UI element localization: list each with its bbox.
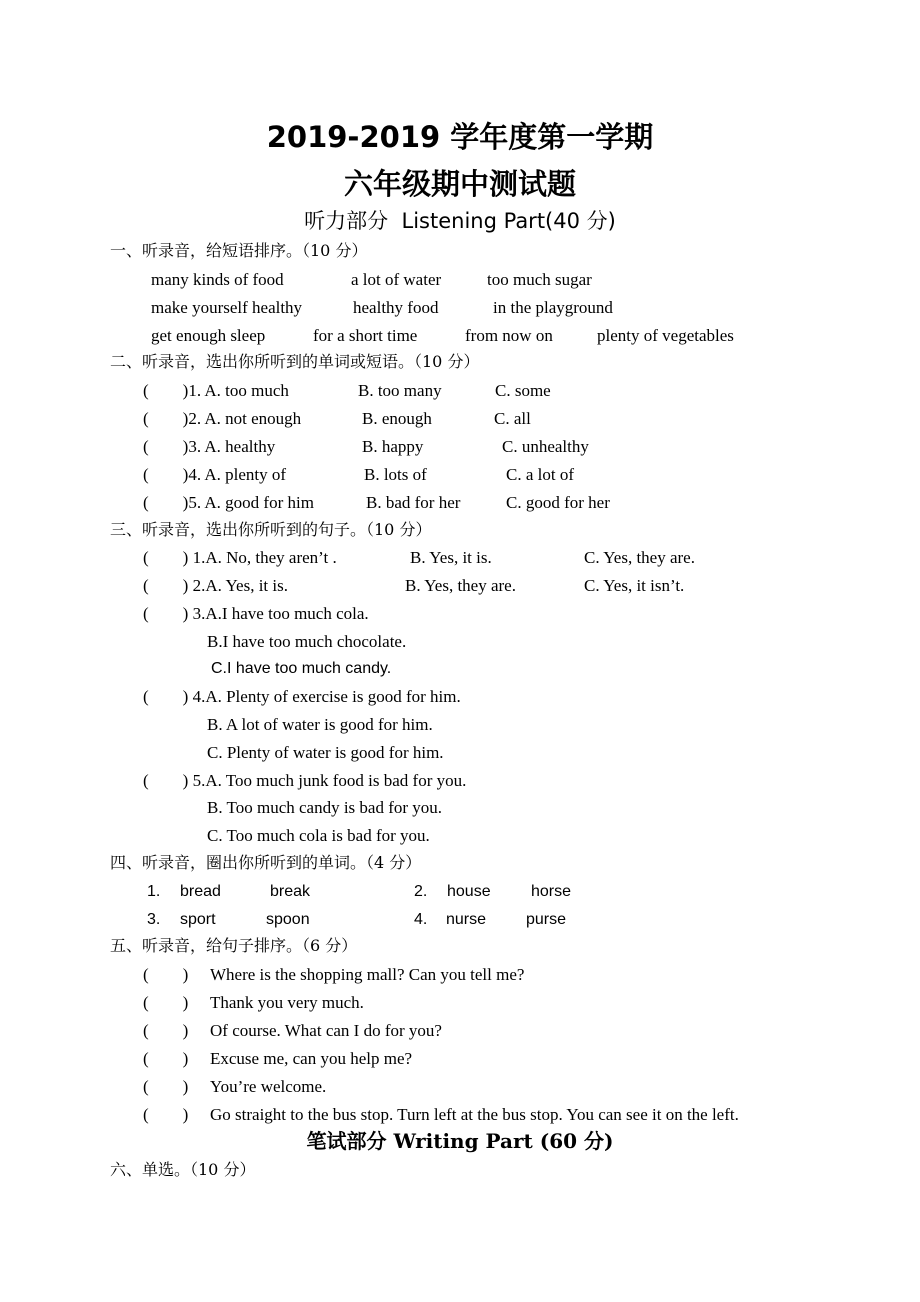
question-option: C. good for her: [506, 493, 610, 512]
word: house: [447, 883, 491, 900]
word: horse: [531, 883, 572, 900]
word: sport: [180, 911, 216, 928]
question-option: ( ) 1.A. No, they aren’t .: [143, 548, 337, 567]
question-option: C. Plenty of water is good for him.: [207, 743, 444, 762]
section-6-heading: 六、单选。（10 分）: [110, 1160, 256, 1179]
question-option: ( ) 2.A. Yes, it is.: [143, 576, 288, 595]
question-option: ( )4. A. plenty of: [143, 465, 287, 484]
exam-title-year: 2019-2019 学年度第一学期: [266, 120, 654, 154]
word: nurse: [446, 911, 487, 928]
question-option: C. Too much cola is bad for you.: [207, 826, 430, 845]
answer-bracket: ( ): [143, 1021, 189, 1040]
word: purse: [526, 911, 567, 928]
phrase: a lot of water: [351, 270, 442, 289]
question-option: B. bad for her: [366, 493, 461, 512]
listening-part-title: 听力部分 Listening Part(40 分): [304, 209, 616, 233]
phrase: get enough sleep: [151, 326, 266, 345]
question-option: B. Too much candy is bad for you.: [207, 798, 443, 817]
answer-bracket: ( ): [143, 1077, 189, 1096]
answer-bracket: ( ): [143, 965, 189, 984]
question-option: ( ) 5.A. Too much junk food is bad for you.: [143, 771, 467, 790]
section-2-heading: 二、听录音，选出你所听到的单词或短语。（10 分）: [110, 352, 480, 371]
section-5-heading: 五、听录音，给句子排序。（6 分）: [110, 936, 358, 955]
word: bread: [180, 883, 221, 900]
word: break: [270, 883, 311, 900]
sentence: Go straight to the bus stop. Turn left at the bus stop. You can see it on the left.: [210, 1105, 739, 1124]
sentence: You’re welcome.: [210, 1077, 327, 1096]
question-option: C. a lot of: [506, 465, 574, 484]
section-3-heading: 三、听录音，选出你所听到的句子。（10 分）: [110, 520, 432, 539]
phrase: plenty of vegetables: [597, 326, 734, 345]
phrase: too much sugar: [487, 270, 592, 289]
answer-bracket: ( ): [143, 993, 189, 1012]
question-option: ( ) 4.A. Plenty of exercise is good for him.: [143, 687, 461, 706]
sentence: Excuse me, can you help me?: [210, 1049, 413, 1068]
question-option: B. Yes, it is.: [410, 548, 492, 567]
question-option: B. lots of: [364, 465, 427, 484]
sentence: Of course. What can I do for you?: [210, 1021, 442, 1040]
question-option: C. Yes, it isn’t.: [584, 576, 685, 595]
question-option: ( )2. A. not enough: [143, 409, 302, 428]
question-option: ( )3. A. healthy: [143, 437, 276, 456]
phrase: make yourself healthy: [151, 298, 303, 317]
word-number: 1.: [147, 883, 161, 900]
phrase: in the playground: [493, 298, 613, 317]
word-number: 2.: [414, 883, 428, 900]
word-number: 3.: [147, 911, 161, 928]
question-option: B. Yes, they are.: [405, 576, 516, 595]
question-option: C. all: [494, 409, 531, 428]
writing-part-title: 笔试部分 Writing Part (60 分): [306, 1129, 614, 1153]
section-1-heading: 一、听录音，给短语排序。（10 分）: [110, 241, 368, 260]
phrase: healthy food: [353, 298, 439, 317]
question-option: B. too many: [358, 381, 442, 400]
question-option: C. Yes, they are.: [584, 548, 695, 567]
word-number: 4.: [414, 911, 428, 928]
phrase: from now on: [465, 326, 553, 345]
question-option: C. unhealthy: [502, 437, 589, 456]
phrase: many kinds of food: [151, 270, 284, 289]
question-option: B.I have too much chocolate.: [207, 632, 407, 651]
answer-bracket: ( ): [143, 1105, 189, 1124]
question-option: ( )1. A. too much: [143, 381, 289, 400]
question-option: B. happy: [362, 437, 424, 456]
exam-title-grade: 六年级期中测试题: [343, 167, 576, 201]
section-4-heading: 四、听录音，圈出你所听到的单词。（4 分）: [110, 853, 422, 872]
answer-bracket: ( ): [143, 1049, 189, 1068]
sentence: Where is the shopping mall? Can you tell me?: [210, 965, 525, 984]
question-option: C.I have too much candy.: [211, 660, 392, 677]
question-option: ( ) 3.A.I have too much cola.: [143, 604, 369, 623]
question-option: C. some: [495, 381, 551, 400]
question-option: B. A lot of water is good for him.: [207, 715, 433, 734]
word: spoon: [266, 911, 310, 928]
phrase: for a short time: [313, 326, 418, 345]
question-option: B. enough: [362, 409, 432, 428]
question-option: ( )5. A. good for him: [143, 493, 314, 512]
sentence: Thank you very much.: [210, 993, 364, 1012]
